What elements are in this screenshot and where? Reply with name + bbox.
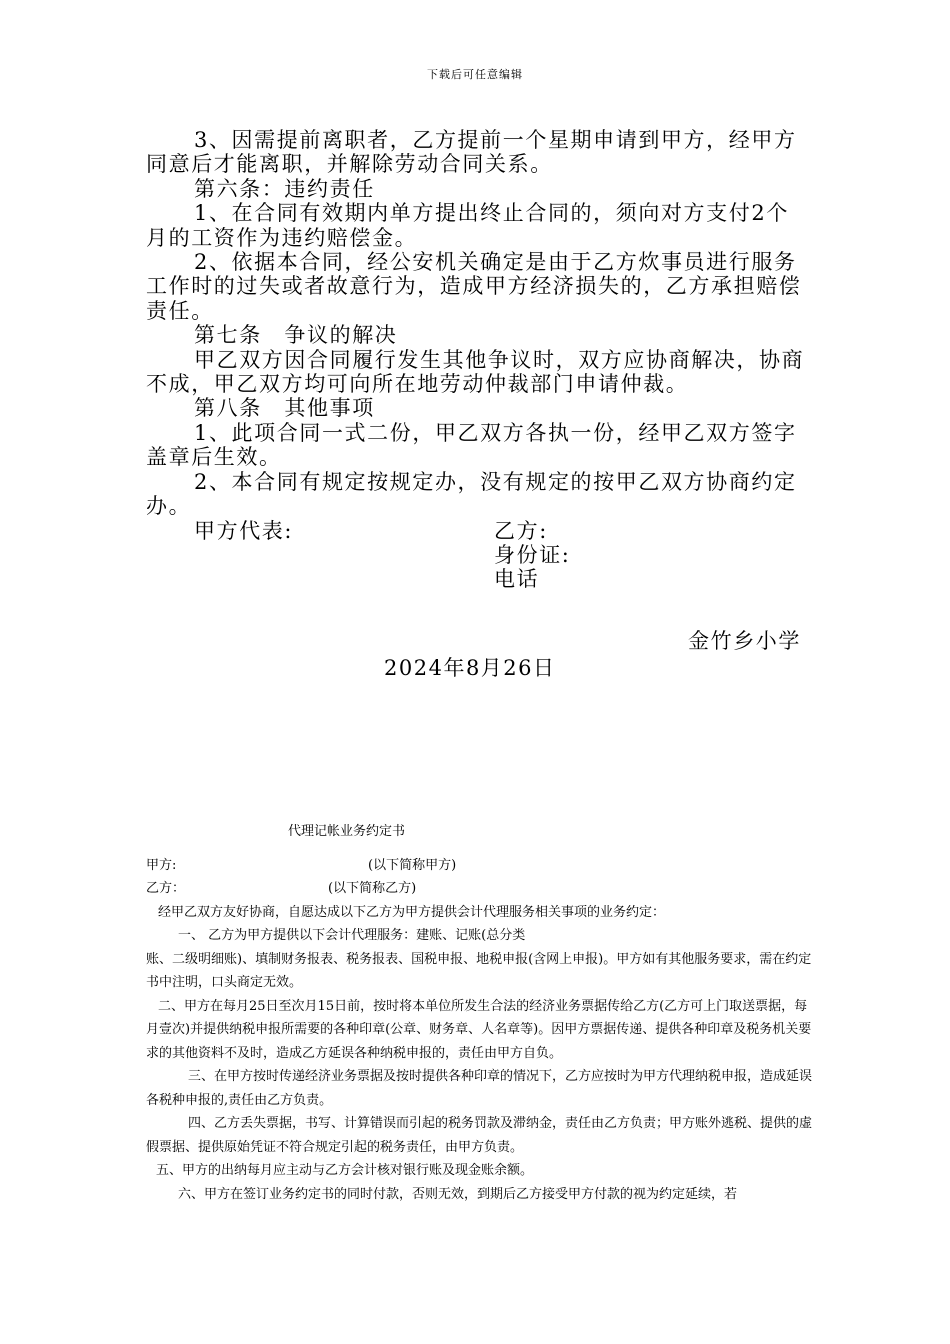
party-a-label: 甲方:: [146, 857, 177, 873]
intro-paragraph: 经甲乙双方友好协商，自愿达成以下乙方为甲方提供会计代理服务相关事项的业务约定：: [158, 904, 666, 920]
party-a-note: (以下简称甲方): [368, 857, 457, 873]
section-heading: 第七条 争议的解决: [194, 323, 398, 348]
clause-6: 六、甲方在签订业务约定书的同时付款，否则无效，到期后乙方接受甲方付款的视为约定延续，若: [178, 1186, 738, 1202]
school-name: 金竹乡小学: [688, 629, 801, 653]
party-b-label: 乙方：: [146, 881, 186, 896]
paragraph: 2、本合同有规定按规定办，没有规定的按甲乙双方协商约定办。: [146, 469, 797, 519]
clause-1b: 账、二级明细账)、填制财务报表、税务报表、国税申报、地税申报(含网上申报)。甲方如有其他服务要求，需在约定书中注明，口头商定无效。: [146, 951, 812, 990]
section-heading: 第八条 其他事项: [194, 396, 375, 421]
clause-4: 四、乙方丢失票据，书写、计算错误而引起的税务罚款及滞纳金，责任由乙方负责；甲方账外逃税、提供的虚假票据、提供原始凭证不符合规定引起的税务责任，由甲方负责。: [146, 1116, 813, 1155]
contract-b-body: [146, 820, 814, 1206]
contract-a-body: [146, 128, 810, 592]
party-b-row: [146, 877, 814, 901]
paragraph: 1、此项合同一式二份，甲乙双方各执一份，经甲乙双方签字盖章后生效。: [146, 420, 797, 470]
header-note: 下载后可任意编辑: [427, 68, 523, 81]
paragraph: 2、依据本合同，经公安机关确定是由于乙方炊事员进行服务工作时的过失或者故意行为，造成甲方经济损失的，乙方承担赔偿责任。: [146, 250, 802, 323]
paragraph: 甲乙双方因合同履行发生其他争议时，双方应协商解决，协商不成，甲乙双方均可向所在地劳动仲裁部门申请仲裁。: [146, 347, 805, 397]
clause-2: 二、甲方在每月25日至次月15日前，按时将本单位所发生合法的经济业务票据传给乙方(乙方可上门取送票据，每月壹次)并提供纳税申报所需要的各种印章(公章、财务章、人名章等)。因甲方票据传递、提供各种印章及税务机关要求的其他资料不及时，造成乙方延误各种纳税申报的，责任由甲方自负。: [146, 998, 812, 1061]
signature-row: [146, 519, 810, 543]
paragraph: 3、因需提前离职者，乙方提前一个星期申请到甲方，经甲方同意后才能离职，并解除劳动合同关系。: [146, 128, 797, 177]
clause-5: 五、甲方的出纳每月应主动与乙方会计核对银行账及现金账余额。: [156, 1163, 534, 1178]
section-heading: 第六条：违约责任: [194, 176, 375, 201]
phone-label: 电话: [494, 567, 540, 592]
party-a-row: [146, 854, 814, 878]
clause-1a: 一、 乙方为甲方提供以下会计代理服务：建账、记账(总分类: [178, 928, 526, 943]
contract-date: 2024年8月26日: [384, 656, 556, 680]
party-a-rep-label: 甲方代表:: [194, 518, 294, 543]
party-b-label: 乙方:: [494, 518, 548, 543]
document-title: 代理记帐业务约定书: [288, 824, 406, 839]
paragraph: 1、在合同有效期内单方提出终止合同的，须向对方支付2个月的工资作为违约赔偿金。: [146, 201, 789, 250]
party-b-note: (以下简称乙方): [328, 881, 417, 896]
id-card-label: 身份证:: [494, 542, 571, 567]
clause-3: 三、在甲方按时传递经济业务票据及按时提供各种印章的情况下，乙方应按时为甲方代理纳税申报，造成延误各税种申报的,责任由乙方负责。: [146, 1069, 813, 1108]
